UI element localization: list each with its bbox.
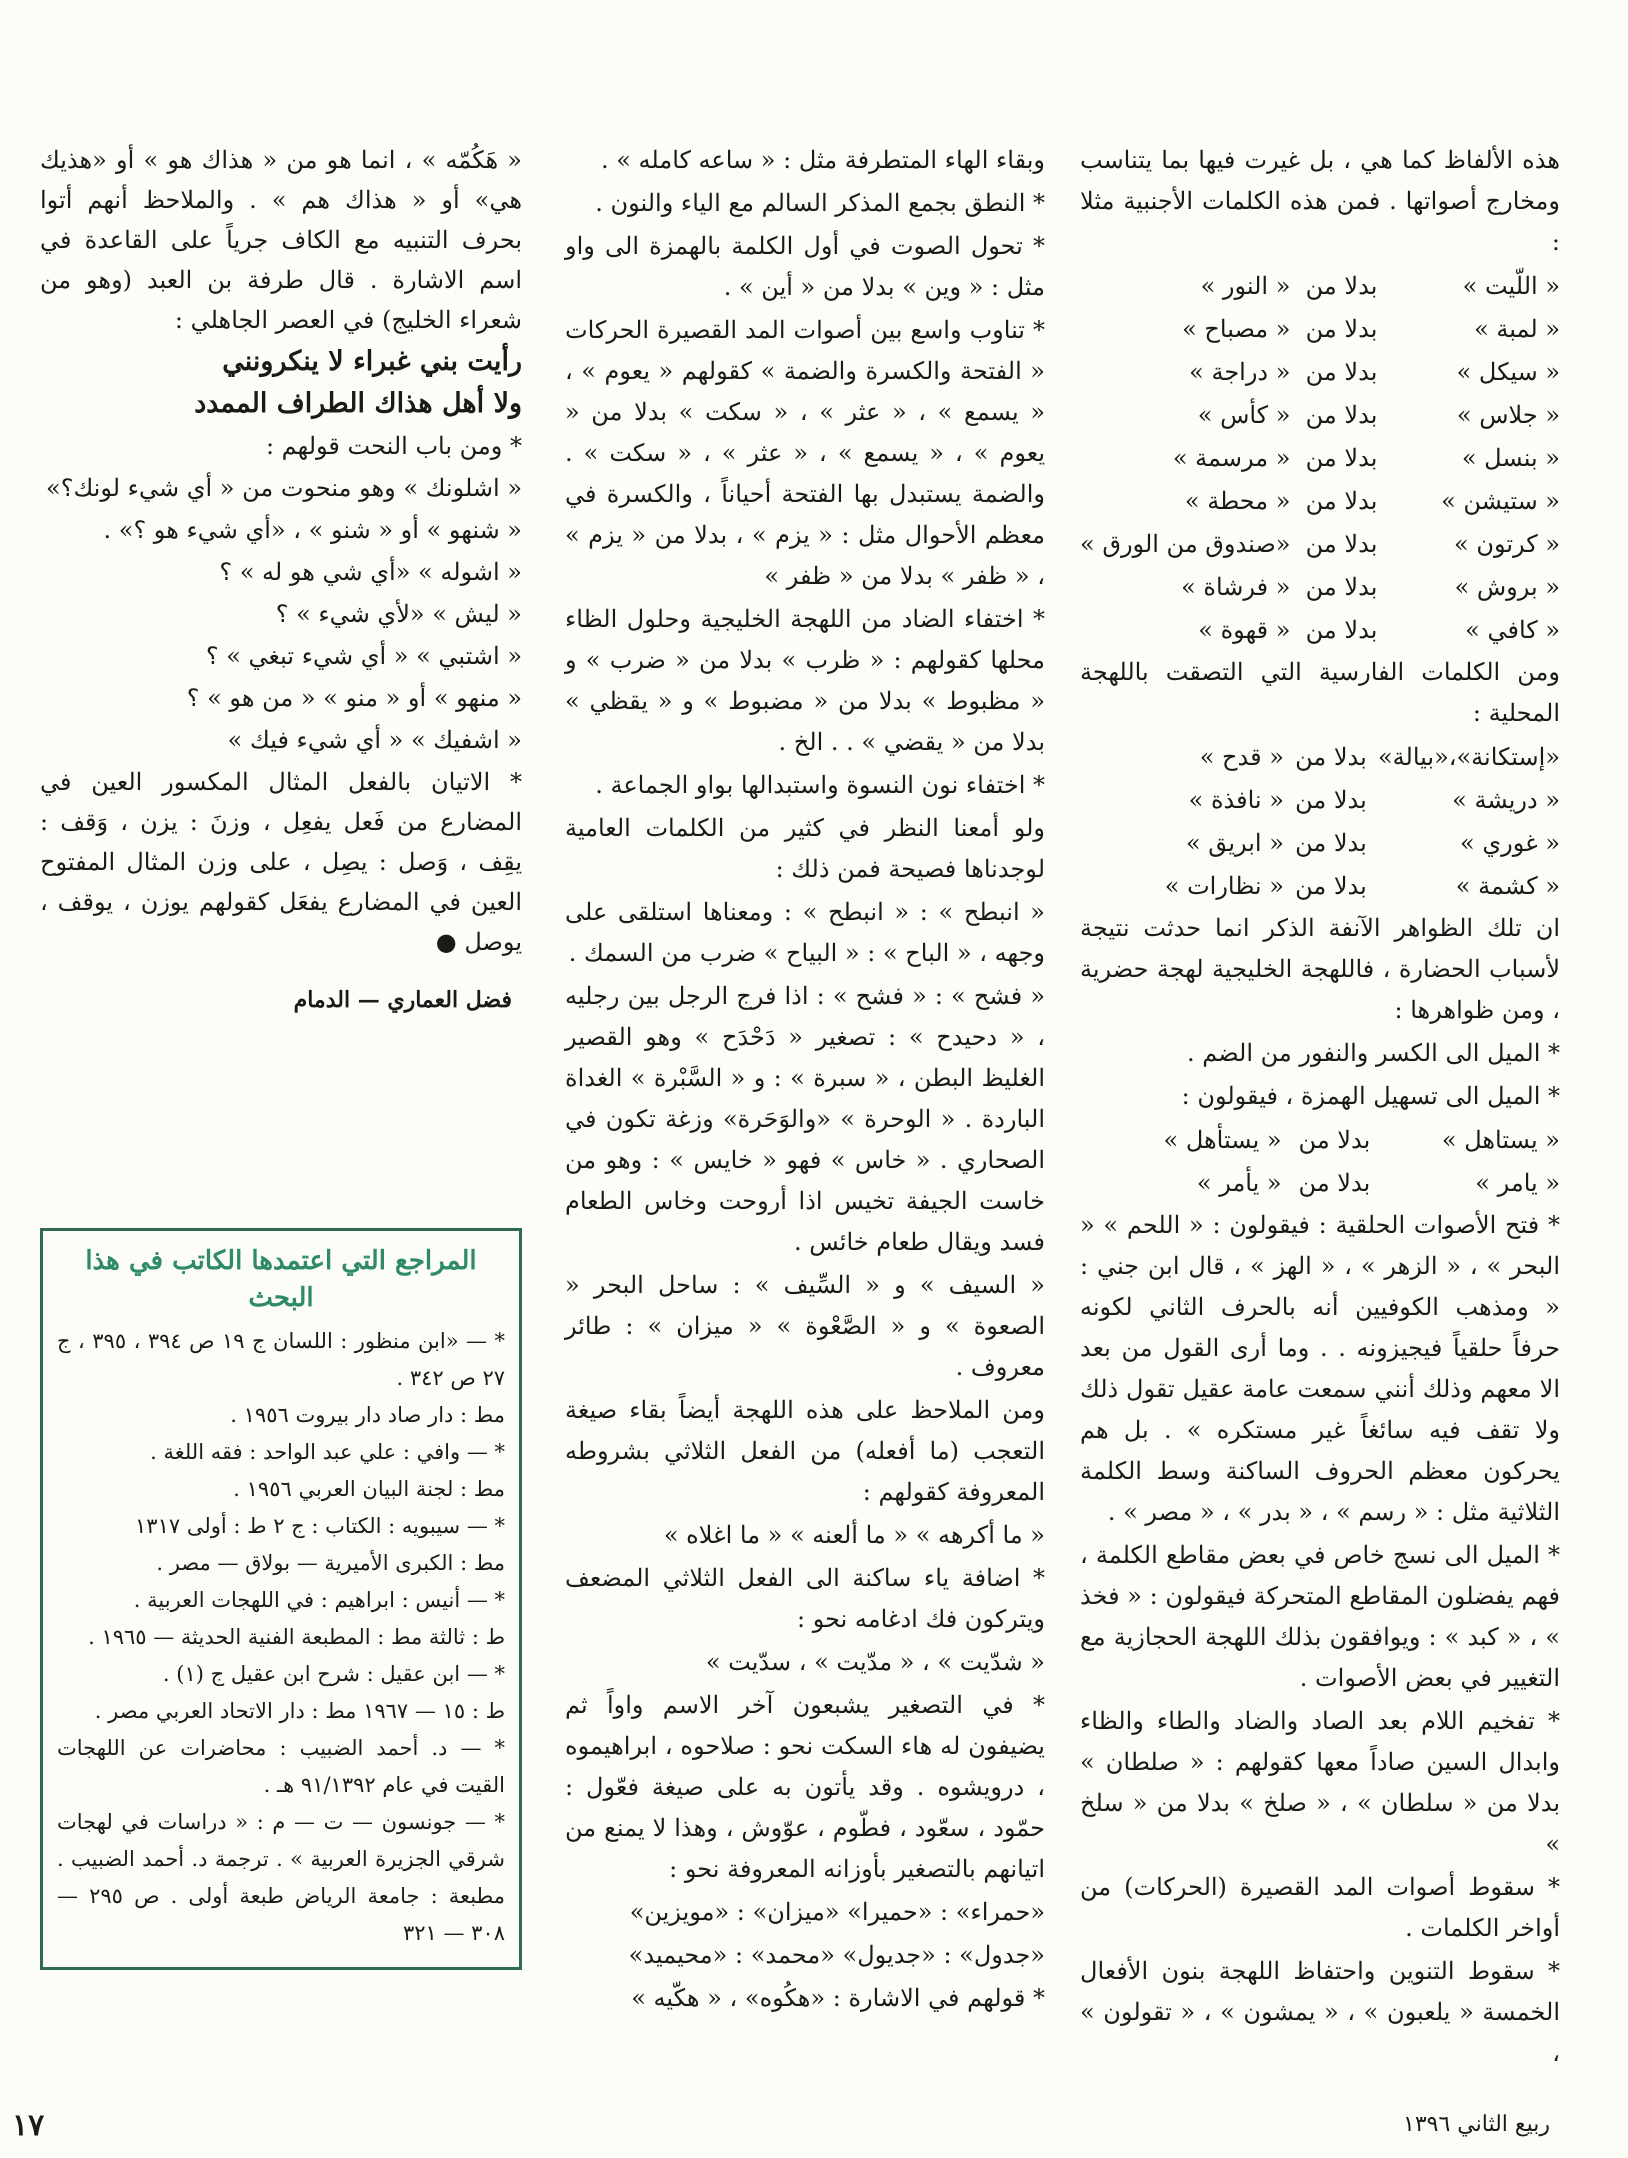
persian-words-table [1080,736,1560,908]
dialect-word: «إستكانة»،«بيالة» [1377,743,1560,771]
short-vowels-paragraph: * سقوط أصوات المد القصيرة (الحركات) من أواخر الكلمات . [1080,1873,1560,1942]
word-row [1080,265,1560,308]
reference-item: مط : لجنة البيان العربي ١٩٥٦ . [233,1477,505,1501]
middle-paragraph: * تحول الصوت في أول الكلمة بالهمزة الى واو مثل : « وين » بدلا من « أين » . [565,232,1045,301]
demonstrative-paragraph: « هَكُمّه » ، انما هو من « هذاك هو » أو «هذيك هي» أو « هذاك هم » . والملاحظ أنهم أتوا بحرف التنبيه مع الكاف جرياً على القاعدة في اسم الاشارة . قال طرفة بن العبد (وهو من شعراء الخليج) في العصر الجاهلي : [40,146,522,334]
reference-item: * — وافي : علي عبد الواحد : فقه اللغة . [150,1440,505,1464]
middle-paragraph: «حمراء» : «حميرا» «ميزان» : «مويزين» [629,1898,1045,1926]
references-title: المراجع التي اعتمدها الكاتب في هذا البحث [85,1246,477,1313]
word-row [1080,351,1560,394]
middle-paragraph: * اضافة ياء ساكنة الى الفعل الثلاثي المضعف ويتركون فك ادغامه نحو : [565,1564,1045,1633]
middle-paragraph: * تناوب واسع بين أصوات المد القصيرة الحركات « الفتحة والكسرة والضمة » كقولهم « يعوم » ، « يسمع » ، « عثر » ، « سكت » بدلا من « يعوم » ، « يسمع » ، « عثر » ، « سكت » . والضمة يستبدل بها الفتحة أحياناً ، والكسرة في معظم الأحوال مثل : « يزم » ، بدلا من « يزم » ، « ظفر » بدلا من « ظفر » [565,316,1045,590]
middle-paragraph: * اختفاء نون النسوة واستبدالها بواو الجماعة . [595,771,1045,799]
middle-paragraph: « السيف » و « السِّيف » : ساحل البحر « الصعوة » و « الصَّعْوة » « ميزان » : طائر معروف . [565,1271,1045,1381]
references-box [40,1228,522,1970]
standard-word: « نظارات » [1164,872,1284,900]
nahat-item: « اشتبي » « أي شيء تبغي » ؟ [205,642,522,670]
instead-of-label: بدلا من [1305,444,1378,472]
standard-word: « يستأهل » [1163,1126,1282,1154]
reference-item: مط : دار صاد دار بيروت ١٩٥٦ . [230,1403,505,1427]
reference-item: * — أنيس : ابراهيم : في اللهجات العربية . [133,1588,505,1612]
dialect-word: « اللّيت » [1462,272,1560,300]
standard-word: « كأس » [1197,401,1291,429]
standard-word: « ابريق » [1185,829,1284,857]
reference-item: ط : ثالثة مط : المطبعة الفنية الحديثة — ١٩٦٥ . [88,1625,505,1649]
dialect-word: « بروش » [1454,573,1560,601]
standard-word: « مرسمة » [1172,444,1291,472]
instead-of-label: بدلا من [1295,786,1367,814]
nahat-item: « منهو » أو « منو » « من هو » ؟ [186,684,522,712]
dialect-word: « سيكل » [1456,358,1560,386]
word-row [1080,1119,1560,1162]
nahat-item: « شنهو » أو « شنو » ، «أي شيء هو ؟» . [103,516,522,544]
reference-item: مط : الكبرى الأميرية — بولاق — مصر . [156,1551,505,1575]
instead-of-label: بدلا من [1295,872,1367,900]
instead-of-label: بدلا من [1305,315,1378,343]
reference-item: * — سيبويه : الكتاب : ج ٢ ط : أولى ١٣١٧ [135,1514,505,1538]
middle-paragraph: * قولهم في الاشارة : «هكُوه» ، « هكّيه » [631,1984,1045,2012]
word-row [1080,437,1560,480]
reference-item: * — «ابن منظور : اللسان ج ١٩ ص ٣٩٤ ، ٣٩٥ ، ج ٢٧ ص ٣٤٢ . [57,1329,505,1390]
nahat-list [40,468,522,760]
instead-of-label: بدلا من [1298,1126,1371,1154]
middle-paragraph: ومن الملاحظ على هذه اللهجة أيضاً بقاء صيغة التعجب (ما أفعله) من الفعل الثلاثي بشروطه المعروفة كقولهم : [565,1396,1046,1506]
poem-line-1: رأيت بني غبراء لا ينكرونني [222,346,522,377]
reference-item: ط : ١٥ — ١٩٦٧ مط : دار الاتحاد العربي مصر . [94,1699,505,1723]
author-signature: فضل العماري — الدمام [293,987,512,1013]
middle-paragraph: * في التصغير يشبعون آخر الاسم واواً ثم يضيفون له هاء السكت نحو : صلاحوه ، ابراهيموه ، درويشوه . وقد يأتون به على صيغة فعّول : حمّود ، سعّود ، فطّوم ، عوّوش ، وهذا لا يمنع من اتيانهم بالتصغير بأوزانه المعروفة نحو : [565,1691,1045,1883]
dialect-word: « كرتون » [1454,530,1560,558]
standard-word: « قهوة » [1198,616,1291,644]
word-row [1080,865,1560,908]
instead-of-label: بدلا من [1305,358,1378,386]
instead-of-label: بدلا من [1305,530,1378,558]
middle-paragraph: وبقاء الهاء المتطرفة مثل : « ساعه كامله » . [600,146,1045,174]
word-row [1080,609,1560,652]
word-row [1080,480,1560,523]
word-row [1080,1162,1560,1205]
standard-word: « دراجة » [1189,358,1291,386]
reference-item: * — د. أحمد الضبيب : محاضرات عن اللهجات القيت في عام ٩١/١٣٩٢ هـ . [57,1736,505,1797]
hamza-words-table [1080,1119,1560,1205]
middle-paragraph: ولو أمعنا النظر في كثير من الكلمات العامية لوجدناها فصيحة فمن ذلك : [565,814,1045,883]
nahat-item: « اشفيك » « أي شيء فيك » [227,726,522,754]
middle-paragraph: « ما أكرهه » « ما ألعنه » « ما اغلاه » [663,1521,1045,1549]
dialect-word: « ستيشن » [1441,487,1560,515]
instead-of-label: بدلا من [1305,616,1378,644]
standard-word: «صندوق من الورق » [1080,530,1291,558]
standard-word: « النور » [1200,272,1291,300]
bullet-hamza: * الميل الى تسهيل الهمزة ، فيقولون : [1181,1082,1560,1110]
dialect-word: « يستاهل » [1441,1126,1560,1154]
word-row [1080,308,1560,351]
word-row [1080,394,1560,437]
instead-of-label: بدلا من [1305,401,1378,429]
standard-word: « فرشاة » [1181,573,1291,601]
standard-word: « محطة » [1184,487,1291,515]
word-row [1080,736,1560,779]
dialect-word: « كشمة » [1455,872,1560,900]
standard-word: « يأمر » [1196,1169,1282,1197]
middle-paragraph: * النطق بجمع المذكر السالم مع الياء والنون . [595,189,1045,217]
middle-column [565,140,1045,2021]
page-number: ١٧ [12,2108,45,2143]
nahat-item: « اشوله » «أي شي هو له » ؟ [219,558,522,586]
middle-paragraph: « انبطح » : « انبطح » : ومعناها استلقى على وجهه ، « الباح » : « البياح » ضرب من السمك . [565,898,1045,967]
dialect-word: « بنسل » [1461,444,1560,472]
instead-of-label: بدلا من [1305,487,1378,515]
instead-of-label: بدلا من [1305,573,1378,601]
nahat-item: « اشلونك » وهو منحوت من « أي شيء لونك؟» [46,474,522,502]
bullet-kasra: * الميل الى الكسر والنفور من الضم . [1186,1039,1560,1067]
right-column [1080,140,1560,2076]
instead-of-label: بدلا من [1295,743,1367,771]
dialect-word: « غوري » [1460,829,1560,857]
intro-paragraph: هذه الألفاظ كما هي ، بل غيرت فيها بما يتناسب ومخارج أصواتها . فمن هذه الكلمات الأجنبية مثلا : [1080,146,1560,256]
references-list [57,1323,505,1952]
nahat-item: « ليش » «لأي شيء » ؟ [275,600,522,628]
standard-word: « قدح » [1199,743,1284,771]
persian-intro: ومن الكلمات الفارسية التي التصقت باللهجة المحلية : [1080,658,1560,727]
middle-paragraph: «جدول» : «جديول» «محمد» : «محيميد» [628,1941,1045,1969]
standard-word: « نافذة » [1188,786,1284,814]
middle-paragraph: « شدّيت » ، « مدّيت » ، سدّيت » [705,1648,1045,1676]
phenomena-paragraph: ان تلك الظواهر الآنفة الذكر انما حدثت نتيجة لأسباب الحضارة ، فاللهجة الخليجية لهجة حضرية ، ومن ظواهرها : [1080,914,1560,1024]
middle-paragraph: * اختفاء الضاد من اللهجة الخليجية وحلول الظاء محلها كقولهم : « ظرب » بدلا من « ضرب » و « مظبوط » بدلا من « مضبوط » و « يقظي » بدلا من « يقضي » . . الخ . [565,605,1045,756]
middle-paragraph: « فشح » : « فشح » : اذا فرج الرجل بين رجليه ، « دحيدح » : تصغير « دَحْدَح » وهو القصير الغليظ البطن ، « سبرة » : و « السَّبْرة » الغداة الباردة . « الوحرة » «والوَحَرة» وزغة تكون في الصحاري . « خاس » فهو « خايس » : وهو من خاست الجيفة تخيس اذا أروحت وخاس الطعام فسد ويقال طعام خائس . [565,982,1045,1256]
left-column [40,140,522,1020]
reference-item: * — ابن عقيل : شرح ابن عقيل ج (١) . [162,1662,505,1686]
nahat-intro: * ومن باب النحت قولهم : [265,432,522,460]
instead-of-label: بدلا من [1305,272,1378,300]
poem-line-2: ولا أهل هذاك الطراف الممدد [194,388,522,419]
dialect-word: « دريشة » [1452,786,1560,814]
foreign-words-table [1080,265,1560,652]
lam-paragraph: * تفخيم اللام بعد الصاد والضاد والطاء والظاء وابدال السين صاداً معها كقولهم : « صلطان » بدلا من « سلطان » ، « صلخ » بدلا من « سلخ » [1080,1707,1560,1858]
reference-item: * — جونسون — ت — م : « دراسات في لهجات شرقي الجزيرة العربية » . ترجمة د. أحمد الضبيب . مطبعة : جامعة الرياض طبعة أولى . ص ٢٩٥ — ٣٠٨ — ٣٢١ [57,1810,505,1945]
issue-date: ربيع الثاني ١٣٩٦ [1403,2112,1550,2137]
syllable-paragraph: * الميل الى نسج خاص في بعض مقاطع الكلمة ، فهم يفضلون المقاطع المتحركة فيقولون : « فخذ » ، « كبد » : ويوافقون بذلك اللهجة الحجازية مع التغيير في بعض الأصوات . [1080,1541,1560,1692]
word-row [1080,566,1560,609]
tanween-paragraph: * سقوط التنوين واحتفاظ اللهجة بنون الأفعال الخمسة « يلعبون » ، « يمشون » ، « تقولون » ، [1080,1957,1560,2067]
dialect-word: « يامر » [1475,1169,1560,1197]
dialect-word: « كافي » [1465,616,1560,644]
standard-word: « مصباح » [1182,315,1291,343]
word-row [1080,523,1560,566]
word-row [1080,779,1560,822]
dialect-word: « جلاس » [1456,401,1560,429]
instead-of-label: بدلا من [1298,1169,1371,1197]
mithal-paragraph: * الاتيان بالفعل المثال المكسور العين في المضارع من فَعل يفعِل ، وزنَ : يزن ، وَقف : يقِف ، وَصل : يصِل ، على وزن المثال المفتوح العين في المضارع يفعَل كقولهم يوزن ، يوقف ، يوصل ● [40,768,522,956]
guttural-paragraph: * فتح الأصوات الحلقية : فيقولون : « اللحم » « البحر » ، « الزهر » ، « الهز » ، قال ابن جني : « ومذهب الكوفيين أنه بالحرف الثاني لكونه حرفاً حلقياً فيجيزونه . . وما أرى القول من بعد الا معهم وذلك أنني سمعت عامة عقيل تقول ذلك ولا تقف فيه سائغاً غير مستكره » . بل هم يحركون معظم الحروف الساكنة وسط الكلمة الثلاثية مثل : « رسم » ، « بدر » ، « مصر » . [1080,1211,1560,1526]
word-row [1080,822,1560,865]
instead-of-label: بدلا من [1295,829,1367,857]
dialect-word: « لمبة » [1474,315,1560,343]
